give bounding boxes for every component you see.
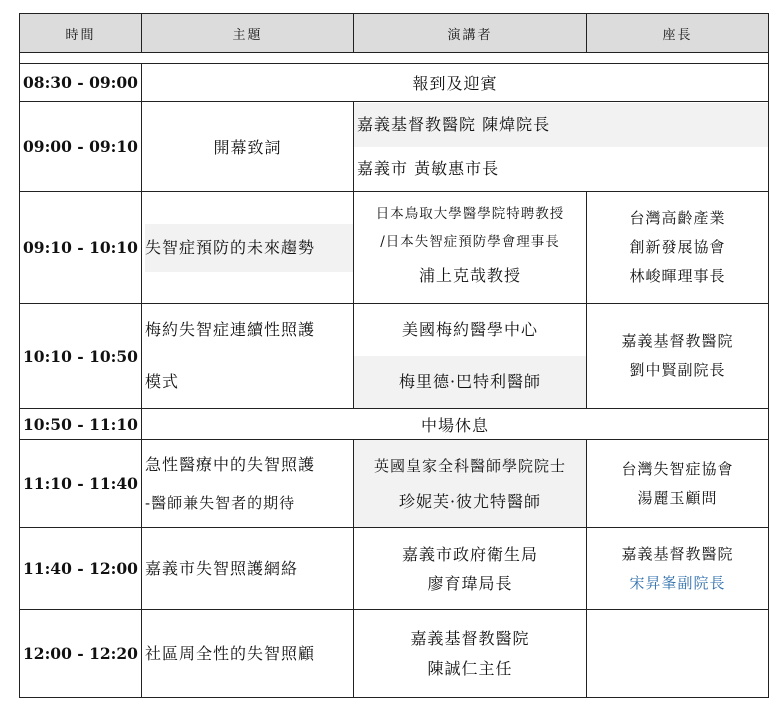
header-time: 時間 bbox=[20, 14, 142, 53]
agenda-table bbox=[19, 13, 769, 698]
agenda-row bbox=[20, 64, 769, 102]
chair-cell bbox=[587, 440, 769, 528]
chair-line: 劉中賢副院長 bbox=[629, 361, 726, 379]
topic-cell bbox=[142, 304, 354, 409]
time-cell: 09:10 - 10:10 bbox=[20, 192, 142, 304]
topic-cell: 開幕致詞 bbox=[142, 102, 354, 192]
agenda-row bbox=[20, 440, 769, 528]
header-chair: 座長 bbox=[587, 14, 769, 53]
speaker-cell bbox=[354, 192, 587, 304]
topic-cell: 社區周全性的失智照顧 bbox=[142, 610, 354, 698]
chair-line: 台灣高齡產業 bbox=[629, 209, 726, 227]
time-cell: 10:10 - 10:50 bbox=[20, 304, 142, 409]
chair-line: 嘉義基督教醫院 bbox=[621, 332, 734, 350]
topic-cell: 嘉義市失智照護網絡 bbox=[142, 528, 354, 610]
speaker-line: 嘉義基督教醫院 陳煒院長 bbox=[354, 103, 768, 147]
time-cell: 12:00 - 12:20 bbox=[20, 610, 142, 698]
chair-line: 湯麗玉顧問 bbox=[637, 488, 718, 507]
header-topic: 主題 bbox=[142, 14, 354, 53]
speaker-line: 陳誠仁主任 bbox=[427, 658, 513, 678]
chair-cell-empty bbox=[587, 610, 769, 698]
time-cell: 09:00 - 09:10 bbox=[20, 102, 142, 192]
speaker-line: 嘉義市政府衛生局 bbox=[401, 544, 538, 564]
time-cell: 08:30 - 09:00 bbox=[20, 64, 142, 102]
speaker-line: 英國皇家全科醫師學院院士 bbox=[373, 456, 566, 475]
speaker-line: 日本鳥取大學醫學院特聘教授 bbox=[375, 205, 565, 222]
chair-line: 嘉義基督教醫院 bbox=[621, 544, 734, 563]
topic-cell bbox=[142, 192, 354, 304]
chair-cell bbox=[587, 528, 769, 610]
chair-line: 創新發展協會 bbox=[629, 238, 726, 256]
speaker-cell bbox=[354, 440, 587, 528]
topic-line: 模式 bbox=[145, 372, 180, 391]
chair-line: 林峻暉理事長 bbox=[629, 267, 726, 285]
time-cell: 11:10 - 11:40 bbox=[20, 440, 142, 528]
speaker-line: 浦上克哉教授 bbox=[418, 265, 521, 285]
chair-line: 台灣失智症協會 bbox=[621, 459, 734, 478]
speaker-cell bbox=[354, 528, 587, 610]
speaker-line: 梅里德·巴特利醫師 bbox=[354, 356, 586, 408]
agenda-row bbox=[20, 610, 769, 698]
chair-cell bbox=[587, 192, 769, 304]
agenda-row bbox=[20, 304, 769, 409]
event-cell: 報到及迎賓 bbox=[142, 64, 769, 102]
chair-cell bbox=[587, 304, 769, 409]
speaker-cell bbox=[354, 102, 769, 192]
topic-text: 失智症預防的未來趨勢 bbox=[145, 224, 353, 272]
chair-line-link[interactable]: 宋昇峯副院長 bbox=[629, 573, 726, 592]
time-cell: 10:50 - 11:10 bbox=[20, 409, 142, 440]
speaker-cell bbox=[354, 610, 587, 698]
speaker-line: 廖育瑋局長 bbox=[427, 573, 513, 593]
speaker-line: 嘉義市 黃敏惠市長 bbox=[357, 158, 500, 178]
topic-cell bbox=[142, 440, 354, 528]
event-cell: 中場休息 bbox=[142, 409, 769, 440]
topic-line: -醫師兼失智者的期待 bbox=[145, 493, 296, 512]
speaker-line: 美國梅約醫學中心 bbox=[401, 320, 538, 339]
topic-line: 急性醫療中的失智照護 bbox=[145, 454, 316, 474]
speaker-line: 珍妮芙·彼尤特醫師 bbox=[398, 491, 542, 511]
speaker-cell bbox=[354, 304, 587, 409]
speaker-line: 嘉義基督教醫院 bbox=[410, 628, 530, 648]
agenda-row bbox=[20, 102, 769, 192]
agenda-row bbox=[20, 528, 769, 610]
header-speaker: 演講者 bbox=[354, 14, 587, 53]
speaker-line: /日本失智症預防學會理事長 bbox=[380, 233, 560, 250]
time-cell: 11:40 - 12:00 bbox=[20, 528, 142, 610]
header-row bbox=[20, 14, 769, 53]
topic-line: 梅約失智症連續性照護 bbox=[145, 320, 316, 339]
agenda-row bbox=[20, 192, 769, 304]
agenda-row bbox=[20, 409, 769, 440]
